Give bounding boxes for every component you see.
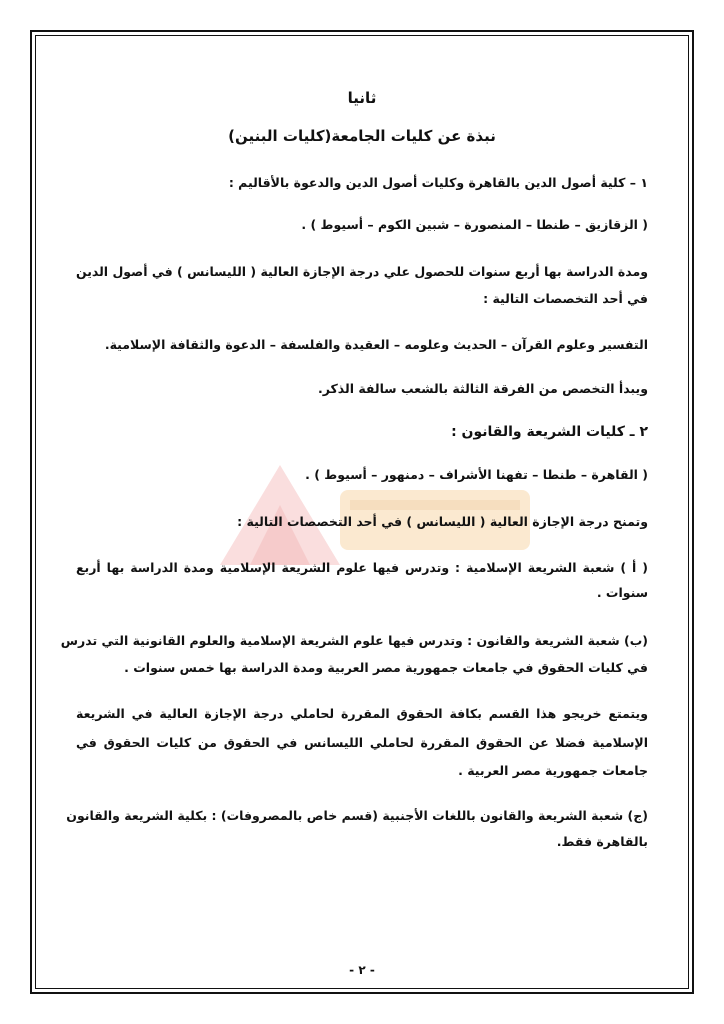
text-line-4: في أحد التخصصات التالية :	[483, 291, 648, 306]
text-line-9: وتمنح درجة الإجازة العالية ( الليسانس ) في أحد التخصصات التالية :	[237, 514, 648, 529]
text-line-12: (ب) شعبة الشريعة والقانون : وتدرس فيها علوم الشريعة الإسلامية والعلوم القانونية التي تدرس	[60, 633, 648, 648]
text-line-11: سنوات .	[596, 585, 648, 600]
text-line-6: ويبدأ التخصص من الفرقة الثالثة بالشعب سالفة الذكر.	[318, 381, 648, 396]
text-line-17: (ج) شعبة الشريعة والقانون باللغات الأجنبية (قسم خاص بالمصروفات) : بكلية الشريعة والقانون	[66, 808, 648, 823]
text-line-16: جامعات جمهورية مصر العربية .	[458, 763, 648, 778]
text-line-5: التفسير وعلوم القرآن – الحديث وعلومه – العقيدة والفلسفة – الدعوة والثقافة الإسلامية.	[104, 337, 648, 352]
text-line-18: بالقاهرة فقط.	[556, 834, 648, 849]
text-line-15: الإسلامية فضلا عن الحقوق المقررة لحاملي الليسانس في الحقوق من كليات الحقوق في	[76, 735, 648, 750]
text-line-8: ( القاهرة – طنطا – تفهنا الأشراف – دمنهور – أسيوط ) .	[305, 467, 648, 482]
text-line-2: ( الزقازيق – طنطا – المنصورة – شبين الكوم – أسيوط ) .	[301, 217, 648, 232]
text-line-3: ومدة الدراسة بها أربع سنوات للحصول علي درجة الإجازة العالية ( الليسانس ) في أصول الدين	[75, 264, 648, 279]
text-line-13: في كليات الحقوق في جامعات جمهورية مصر العربية ومدة الدراسة بها خمس سنوات .	[124, 660, 648, 675]
page-heading: ثانيا	[347, 89, 377, 107]
text-line-14: ويتمتع خريجو هذا القسم بكافة الحقوق المقررة لحاملي درجة الإجازة العالية في الشريعة	[76, 706, 648, 721]
page-number: - ٢ -	[349, 963, 375, 977]
section-heading-2: ٢ ـ كليات الشريعة والقانون :	[451, 424, 648, 440]
text-line-1: ١ – كلية أصول الدين بالقاهرة وكليات أصول الدين والدعوة بالأقاليم :	[228, 175, 648, 190]
page-subheading: نبذة عن كليات الجامعة(كليات البنين)	[228, 127, 496, 145]
text-line-10: ( أ ) شعبة الشريعة الإسلامية : وتدرس فيها علوم الشريعة الإسلامية ومدة الدراسة بها أربع	[76, 560, 648, 575]
